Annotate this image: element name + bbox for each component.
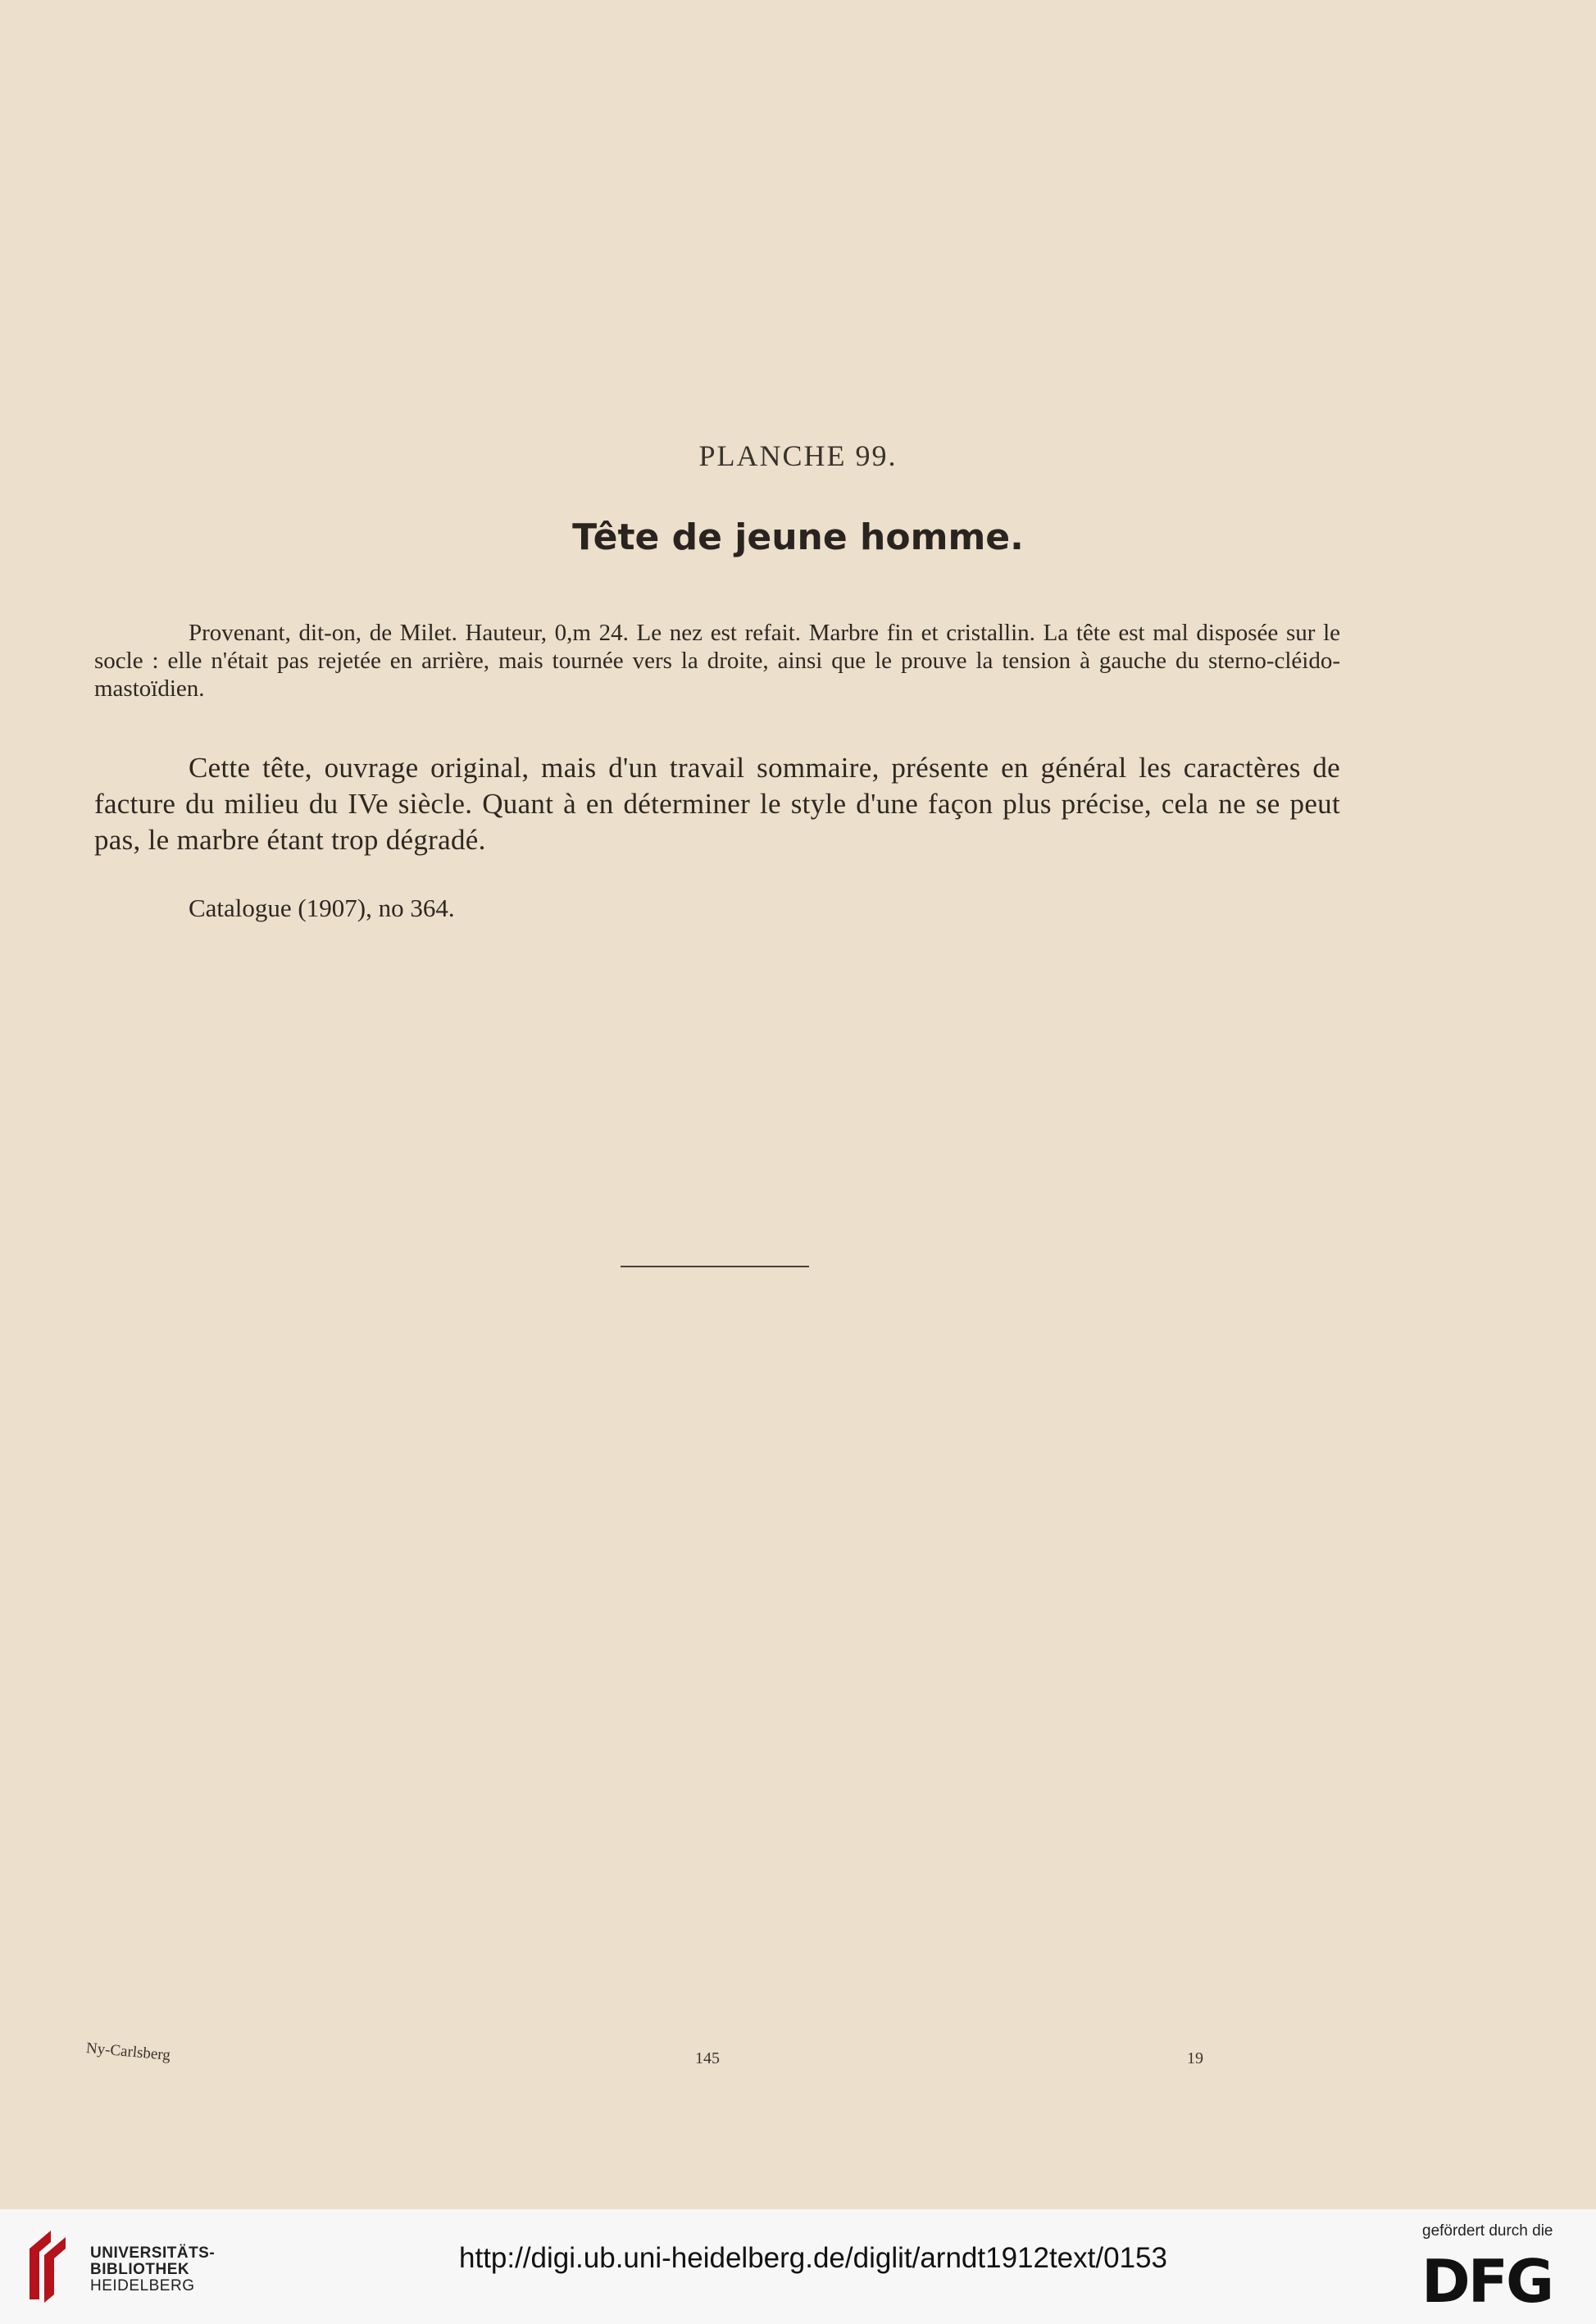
- section-divider: [621, 1266, 809, 1267]
- dfg-logo: DFG: [1421, 2247, 1553, 2316]
- funding-label: gefördert durch die: [1422, 2222, 1553, 2240]
- page-title: Tête de jeune homme.: [572, 516, 1024, 558]
- description-paragraph: [94, 619, 1340, 703]
- plate-number: PLANCHE 99.: [698, 439, 898, 472]
- commentary-text: Cette tête, ouvrage original, mais d'un travail sommaire, présente en général les caractères de facture du milieu du IVe siècle. Quant à en déterminer le style d'une façon plus précise, cela ne se peut pas, le marbre étant trop dégradé.: [94, 752, 1340, 856]
- library-line2: BIBLIOTHEK: [90, 2261, 190, 2278]
- library-line3: HEIDELBERG: [90, 2277, 195, 2294]
- viewer-footer: [0, 2209, 1596, 2324]
- page-number: 145: [695, 2049, 720, 2067]
- catalogue-reference: Catalogue (1907), no 364.: [189, 894, 455, 922]
- library-logo-icon: [18, 2224, 75, 2306]
- footer-collection: Ny-Carlsberg: [85, 2040, 171, 2064]
- library-name: [90, 2245, 215, 2294]
- library-line1: UNIVERSITÄTS-: [90, 2244, 216, 2262]
- permalink-url[interactable]: http://digi.ub.uni-heidelberg.de/diglit/arndt1912text/0153: [459, 2242, 1167, 2274]
- description-text: Provenant, dit-on, de Milet. Hauteur, 0,m 24. Le nez est refait. Marbre fin et cristallin. La tête est mal disposée sur le socle : elle n'était pas rejetée en arrière, mais tournée vers la droite, ainsi que le prouve la tension à gauche du sterno-cléido-mastoïdien.: [94, 620, 1340, 702]
- signature-mark: 19: [1187, 2049, 1203, 2067]
- commentary-paragraph: [94, 750, 1340, 858]
